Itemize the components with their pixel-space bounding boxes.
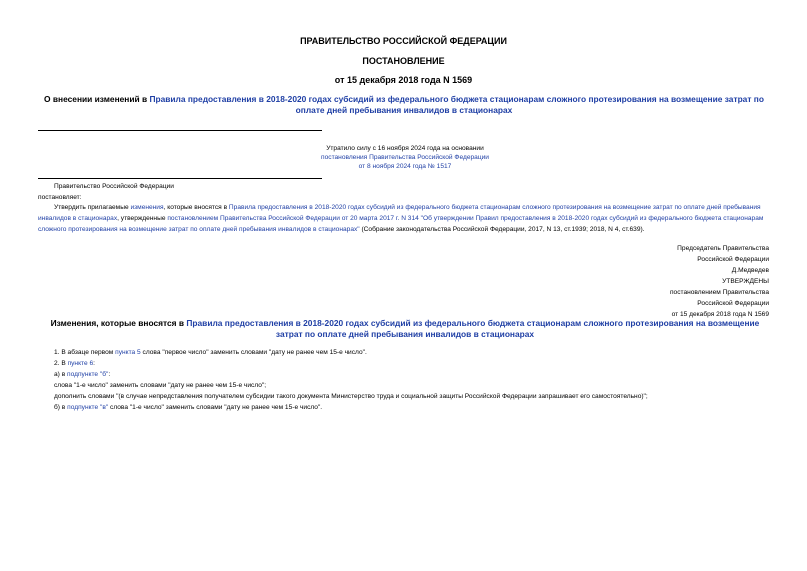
title-rules-link[interactable]: Правила предоставления в 2018-2020 годах субсидий из федерального бюджета стационарам сложного протезирования на возмещение затрат по оплате дней пребывания инвалидов в стационарах xyxy=(149,94,764,115)
signature-name: Д.Медведев xyxy=(731,267,769,274)
repeal-note xyxy=(250,144,560,171)
main-paragraph xyxy=(38,202,773,236)
item-1-link[interactable]: пункта 5 xyxy=(115,349,141,356)
changes-link[interactable]: изменения xyxy=(130,204,164,211)
title-prefix: О внесении изменений в xyxy=(44,94,150,104)
preamble-line2: постановляет: xyxy=(38,194,82,201)
approved-date: от 15 декабря 2018 года N 1569 xyxy=(671,311,769,318)
rules-link[interactable]: Правила предоставления в 2018-2020 годах субсидий из федерального бюджета стационарам сложного протезирования на возмещение затрат по оплате дней пребывания инвалидов в стационарах xyxy=(38,204,761,223)
document-title xyxy=(34,94,774,116)
item-2-text-a: 2. В xyxy=(54,360,68,367)
repeal-note-link-line2[interactable]: постановления Правительства Российской Федерации xyxy=(321,154,489,161)
main-text-b: , которые вносятся в xyxy=(163,204,229,211)
signature-org: Российской Федерации xyxy=(697,256,769,263)
approved-by: постановлением Правительства xyxy=(669,289,769,296)
item-6-text-a: б) в xyxy=(54,404,68,411)
approved-org: Российской Федерации xyxy=(697,300,769,307)
item-2-link[interactable]: пункте 6 xyxy=(67,360,94,367)
item-2 xyxy=(54,358,774,369)
main-text-d: (Собрание законодательства Российской Федерации, 2017, N 13, ст.1939; 2018, N 4, ст.639). xyxy=(359,226,645,234)
item-3-text-b: : xyxy=(108,371,111,378)
main-text-c: , утвержденные xyxy=(117,215,168,223)
header-date-number: от 15 декабря 2018 года N 1569 xyxy=(334,75,473,85)
item-1 xyxy=(54,347,774,358)
preamble-line1: Правительство Российской Федерации xyxy=(54,183,174,190)
item-5: дополнить словами "(в случае непредставления получателем субсидии такого документа Министерство труда и социальной защиты Российской Федерации запрашивает его самостоятельно)"; xyxy=(54,393,648,400)
repeal-note-link-line3[interactable]: от 8 ноября 2024 года № 1517 xyxy=(358,163,452,170)
header-org: ПРАВИТЕЛЬСТВО РОССИЙСКОЙ ФЕДЕРАЦИИ xyxy=(300,36,507,46)
approved-label: УТВЕРЖДЕНЫ xyxy=(722,278,769,285)
section-prefix: Изменения, которые вносятся в xyxy=(50,318,187,328)
item-6-link[interactable]: подпункте "в" xyxy=(67,404,109,411)
item-4: слова "1-е число" заменить словами "дату не ранее чем 15-е число"; xyxy=(54,382,267,389)
repeal-note-line1: Утратило силу с 16 ноября 2024 года на основании xyxy=(326,145,484,152)
item-6 xyxy=(54,402,774,413)
signature-role: Председатель Правительства xyxy=(677,245,769,252)
main-text-a: Утвердить прилагаемые xyxy=(54,204,131,211)
resolution-314-link[interactable]: постановлением Правительства Российской Федерации от 20 марта 2017 г. N 314 "Об утверждении Правил предоставления в 2018-2020 годах субсидий из федерального бюджета стационарам сложного протезирования на возмещение затрат по оплате дней пребывания инвалидов в стационарах" xyxy=(38,215,764,234)
section-title xyxy=(50,318,760,340)
item-3-link[interactable]: подпункте "б" xyxy=(67,371,109,378)
divider-bottom xyxy=(38,178,322,179)
item-3-text-a: а) в xyxy=(54,371,68,378)
section-rules-link[interactable]: Правила предоставления в 2018-2020 годах субсидий из федерального бюджета стационарам сложного протезирования на возмещение затрат по оплате дней пребывания инвалидов в стационарах xyxy=(186,318,760,339)
item-3 xyxy=(54,369,774,380)
header-doc-type: ПОСТАНОВЛЕНИЕ xyxy=(362,56,445,66)
item-1-text-b: слова "первое число" заменить словами "дату не ранее чем 15-е число". xyxy=(140,349,367,356)
divider-top xyxy=(38,130,322,131)
item-2-text-b: : xyxy=(93,360,95,367)
item-1-text-a: 1. В абзаце первом xyxy=(54,349,116,356)
item-6-text-b: слова "1-е число" заменить словами "дату не ранее чем 15-е число". xyxy=(108,404,323,411)
